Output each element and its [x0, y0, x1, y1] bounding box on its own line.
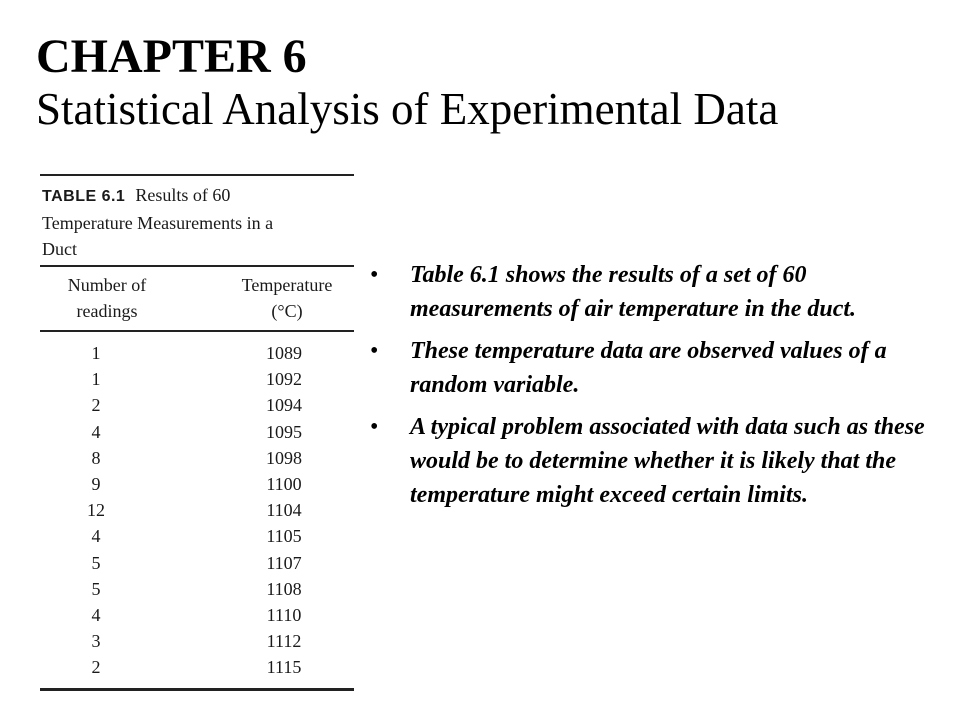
table-header-rule	[40, 330, 354, 332]
table-row	[40, 419, 354, 445]
reading-count: 12	[87, 500, 105, 521]
temperature-value: 1112	[266, 631, 302, 652]
bullet-item	[370, 410, 940, 512]
table-bottom-rule	[40, 688, 354, 691]
column-header-count	[42, 272, 172, 324]
table-top-rule	[40, 174, 354, 176]
reading-count: 2	[91, 657, 101, 678]
table-figure	[40, 170, 354, 696]
bullet-text: These temperature data are observed values of a random variable.	[410, 338, 887, 398]
table-row	[40, 445, 354, 471]
caption-line-2: Temperature Measurements in a	[42, 213, 274, 233]
table-row	[40, 628, 354, 654]
column-header-count-line-1: Number of	[67, 275, 147, 295]
column-header-count-line-2: readings	[76, 301, 138, 321]
reading-count: 2	[91, 395, 101, 416]
reading-count: 5	[91, 578, 101, 599]
reading-count: 8	[91, 447, 101, 468]
bullet-marker: •	[370, 338, 379, 364]
reading-count: 1	[91, 343, 101, 363]
reading-count: 9	[91, 473, 101, 494]
column-header-temperature-line-2: (°C)	[271, 301, 303, 321]
table-body	[40, 340, 354, 680]
reading-count: 4	[91, 604, 101, 625]
table-number: TABLE 6.1	[42, 188, 126, 205]
reading-count: 5	[91, 552, 101, 573]
column-header-temperature-line-1: Temperature	[241, 275, 333, 295]
temperature-value: 1107	[266, 552, 302, 573]
temperature-value: 1100	[266, 473, 302, 494]
table-row	[40, 602, 354, 628]
temperature-value: 1105	[266, 526, 302, 547]
chapter-subtitle: Statistical Analysis of Experimental Data	[36, 83, 779, 134]
table-row	[40, 497, 354, 523]
caption-text-1: Results of 60	[135, 185, 231, 205]
reading-count: 1	[91, 369, 101, 390]
table-caption-rule	[40, 265, 354, 267]
table-caption	[42, 182, 354, 262]
bullet-list	[370, 258, 940, 520]
table-row	[40, 471, 354, 497]
temperature-value: 1095	[266, 421, 302, 442]
bullet-item	[370, 334, 940, 402]
slide-title	[36, 30, 778, 134]
temperature-value: 1115	[266, 657, 302, 678]
column-header-temperature	[224, 272, 350, 324]
temperature-value: 1092	[266, 369, 302, 390]
table-row	[40, 550, 354, 576]
temperature-value: 1104	[266, 500, 302, 521]
table-row	[40, 523, 354, 549]
temperature-value: 1098	[266, 447, 302, 468]
table-row	[40, 392, 354, 418]
table-row	[40, 654, 354, 680]
bullet-text: Table 6.1 shows the results of a set of 60 measurements of air temperature in the duct.	[410, 262, 857, 322]
caption-line-1	[42, 182, 354, 210]
bullet-item	[370, 258, 940, 326]
caption-line-3: Duct	[42, 239, 77, 259]
reading-count: 4	[91, 526, 101, 547]
table-row	[40, 340, 354, 366]
table-row	[40, 366, 354, 392]
bullet-marker: •	[370, 414, 379, 440]
chapter-heading: CHAPTER 6	[36, 30, 307, 83]
reading-count: 3	[91, 631, 101, 652]
temperature-value: 1089	[266, 343, 302, 363]
table-row	[40, 576, 354, 602]
temperature-value: 1094	[266, 395, 302, 416]
bullet-marker: •	[370, 262, 379, 288]
reading-count: 4	[91, 421, 101, 442]
temperature-value: 1110	[266, 604, 302, 625]
bullet-text: A typical problem associated with data such as these would be to determine whether it is likely that the temperature might exceed certain limits.	[410, 414, 925, 508]
temperature-value: 1108	[266, 578, 302, 599]
